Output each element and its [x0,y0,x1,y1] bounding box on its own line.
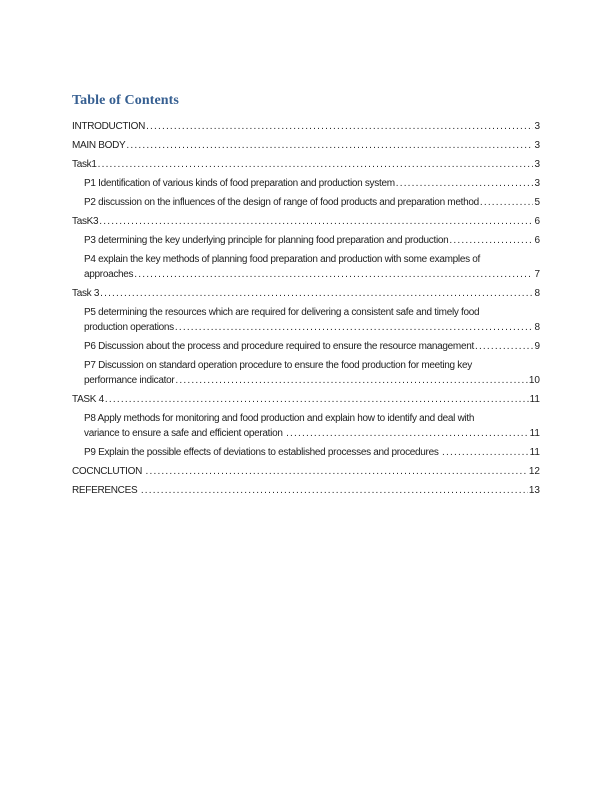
dot-leader [134,267,533,282]
toc-page-number: 11 [529,394,540,405]
toc-entry-references[interactable] [72,483,540,498]
toc-entry-text: P1 Identification of various kinds of food preparation and production system [84,178,395,189]
toc-entry-text: INTRODUCTION [72,121,146,132]
toc-entry-text: P8 Apply methods for monitoring and food production and explain how to identify and deal with [84,413,475,424]
toc-entry-text-continued: approaches [84,269,134,280]
toc-page-number: 3 [534,121,540,132]
toc-entry-text: REFERENCES [72,485,140,496]
dot-leader [99,214,533,229]
toc-page-number: 8 [534,288,540,299]
toc-page-number: 3 [534,159,540,170]
toc-page-number: 8 [534,322,540,333]
toc-entry-text: TASK 4 [72,394,104,405]
dot-leader [105,392,529,407]
toc-entry-task3-k[interactable] [72,214,540,229]
toc-entry-text-continued: performance indicator [84,375,175,386]
toc-entry-text: P2 discussion on the influences of the design of range of food products and preparation method [84,197,479,208]
toc-entry-text-continued: variance to ensure a safe and efficient operation [84,428,286,439]
dot-leader [98,157,534,172]
toc-page-number: 10 [528,375,540,386]
toc-entry-p4[interactable] [72,252,540,282]
toc-page-number: 7 [534,269,540,280]
toc-page-number: 9 [534,341,540,352]
toc-page-number: 6 [534,235,540,246]
toc-entry-text: Task 3 [72,288,100,299]
toc-entry-task-4[interactable] [72,392,540,407]
toc-list [72,119,540,498]
toc-entry-text: Task1 [72,159,97,170]
toc-entry-p8[interactable] [72,411,540,441]
toc-entry-text: MAIN BODY [72,140,126,151]
toc-page-number: 3 [534,140,540,151]
dot-leader [286,426,529,441]
toc-entry-task-3[interactable] [72,286,540,301]
toc-entry-text: P6 Discussion about the process and procedure required to ensure the resource management [84,341,474,352]
dot-leader [146,464,528,479]
toc-entry-text: TasK3 [72,216,99,227]
toc-entry-p1[interactable] [72,176,540,191]
toc-entry-main-body[interactable] [72,138,540,153]
toc-entry-p6[interactable] [72,339,540,354]
toc-entry-text: P5 determining the resources which are required for delivering a consistent safe and timely food [84,307,480,318]
dot-leader [449,233,533,248]
dot-leader [175,373,527,388]
toc-entry-text: P7 Discussion on standard operation procedure to ensure the food production for meeting key [84,360,472,371]
toc-entry-text-continued: production operations [84,322,174,333]
dot-leader [100,286,533,301]
toc-entry-introduction[interactable] [72,119,540,134]
toc-title: Table of Contents [72,93,179,108]
toc-entry-text: P9 Explain the possible effects of deviations to established processes and procedures [84,447,442,458]
toc-page-number: 6 [534,216,540,227]
toc-page-number: 3 [534,178,540,189]
toc-entry-p5[interactable] [72,305,540,335]
toc-entry-p9[interactable] [72,445,540,460]
dot-leader [126,138,533,153]
toc-entry-p7[interactable] [72,358,540,388]
dot-leader [396,176,534,191]
toc-entry-conclusion[interactable] [72,464,540,479]
dot-leader [146,119,533,134]
toc-page-number: 13 [528,485,540,496]
dot-leader [141,483,528,498]
dot-leader [175,320,534,335]
toc-entry-p2[interactable] [72,195,540,210]
dot-leader [480,195,534,210]
toc-page-number: 5 [534,197,540,208]
toc-entry-text: P4 explain the key methods of planning food preparation and production with some examples of [84,254,480,265]
dot-leader [475,339,533,354]
toc-page-number: 12 [528,466,540,477]
toc-entry-p3[interactable] [72,233,540,248]
toc-page-number: 11 [529,447,540,458]
toc-entry-text: COCNCLUTION [72,466,145,477]
toc-page-number: 11 [529,428,540,439]
toc-entry-task1[interactable] [72,157,540,172]
dot-leader [442,445,529,460]
toc-entry-text: P3 determining the key underlying principle for planning food preparation and production [84,235,449,246]
